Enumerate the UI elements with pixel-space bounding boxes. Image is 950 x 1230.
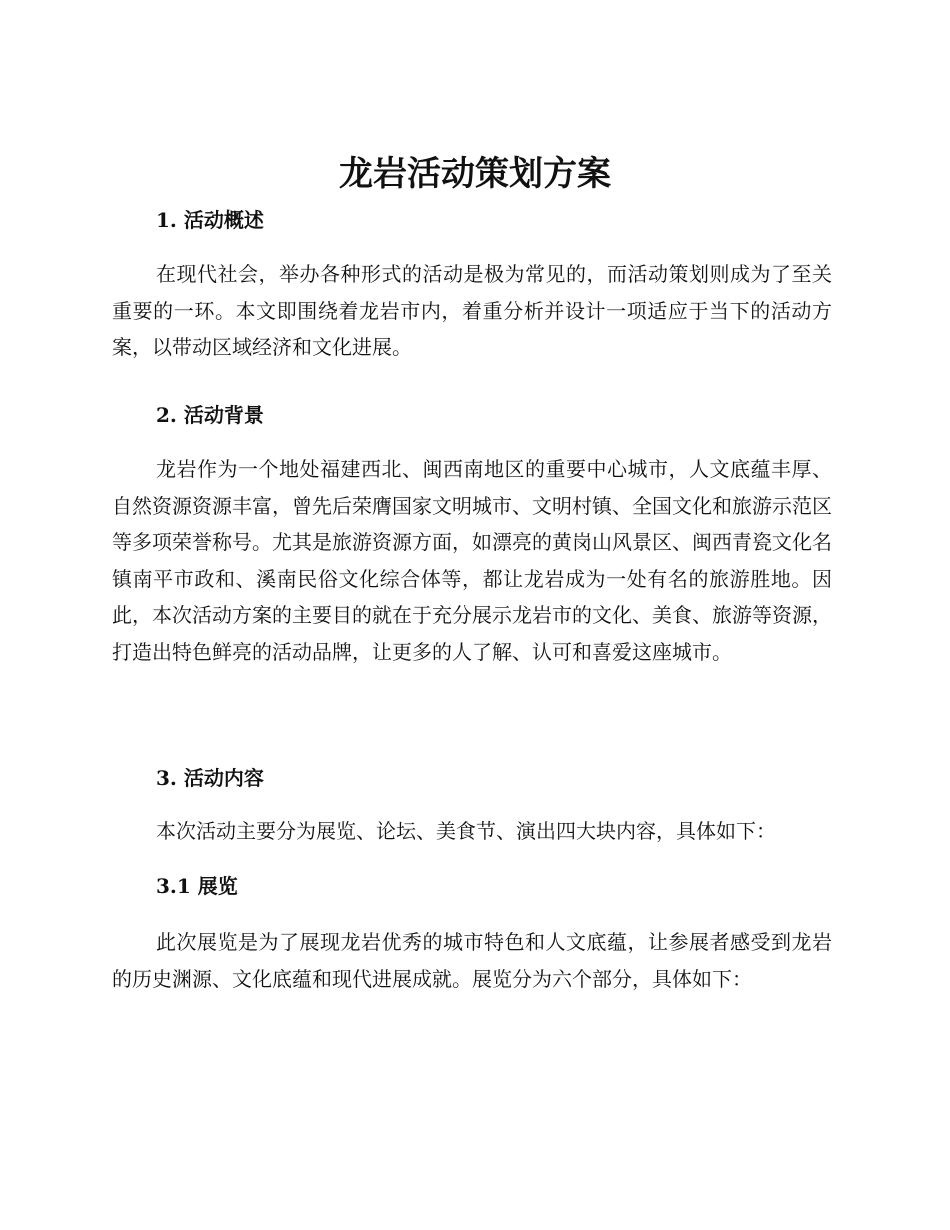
document-title: 龙岩活动策划方案 xyxy=(339,154,611,194)
section-body-background: 龙岩作为一个地处福建西北、闽西南地区的重要中心城市，人文底蕴丰厚、自然资源资源丰富，曾先后荣膺国家文明城市、文明村镇、全国文化和旅游示范区等多项荣誉称号。尤其是旅游资源方面，如漂亮的黄岗山风景区、闽西青瓷文化名镇南平市政和、溪南民俗文化综合体等，都让龙岩成为一处有名的旅游胜地。因此，本次活动方案的主要目的就在于充分展示龙岩市的文化、美食、旅游等资源，打造出特色鲜亮的活动品牌，让更多的人了解、认可和喜爱这座城市。 xyxy=(112,457,832,664)
section-body-exhibition: 此次展览是为了展现龙岩优秀的城市特色和人文底蕴，让参展者感受到龙岩的历史渊源、文化底蕴和现代进展成就。展览分为六个部分，具体如下： xyxy=(112,930,832,991)
section-body-content: 本次活动主要分为展览、论坛、美食节、演出四大块内容，具体如下： xyxy=(156,819,776,843)
section-heading-content: 3. 活动内容 xyxy=(156,766,264,790)
section-body-overview: 在现代社会，举办各种形式的活动是极为常见的，而活动策划则成为了至关重要的一环。本文即围绕着龙岩市内，着重分析并设计一项适应于当下的活动方案，以带动区域经济和文化进展。 xyxy=(112,262,832,359)
section-heading-background: 2. 活动背景 xyxy=(156,403,264,427)
section-heading-overview: 1. 活动概述 xyxy=(156,208,264,232)
section-heading-exhibition: 3.1 展览 xyxy=(156,874,238,898)
